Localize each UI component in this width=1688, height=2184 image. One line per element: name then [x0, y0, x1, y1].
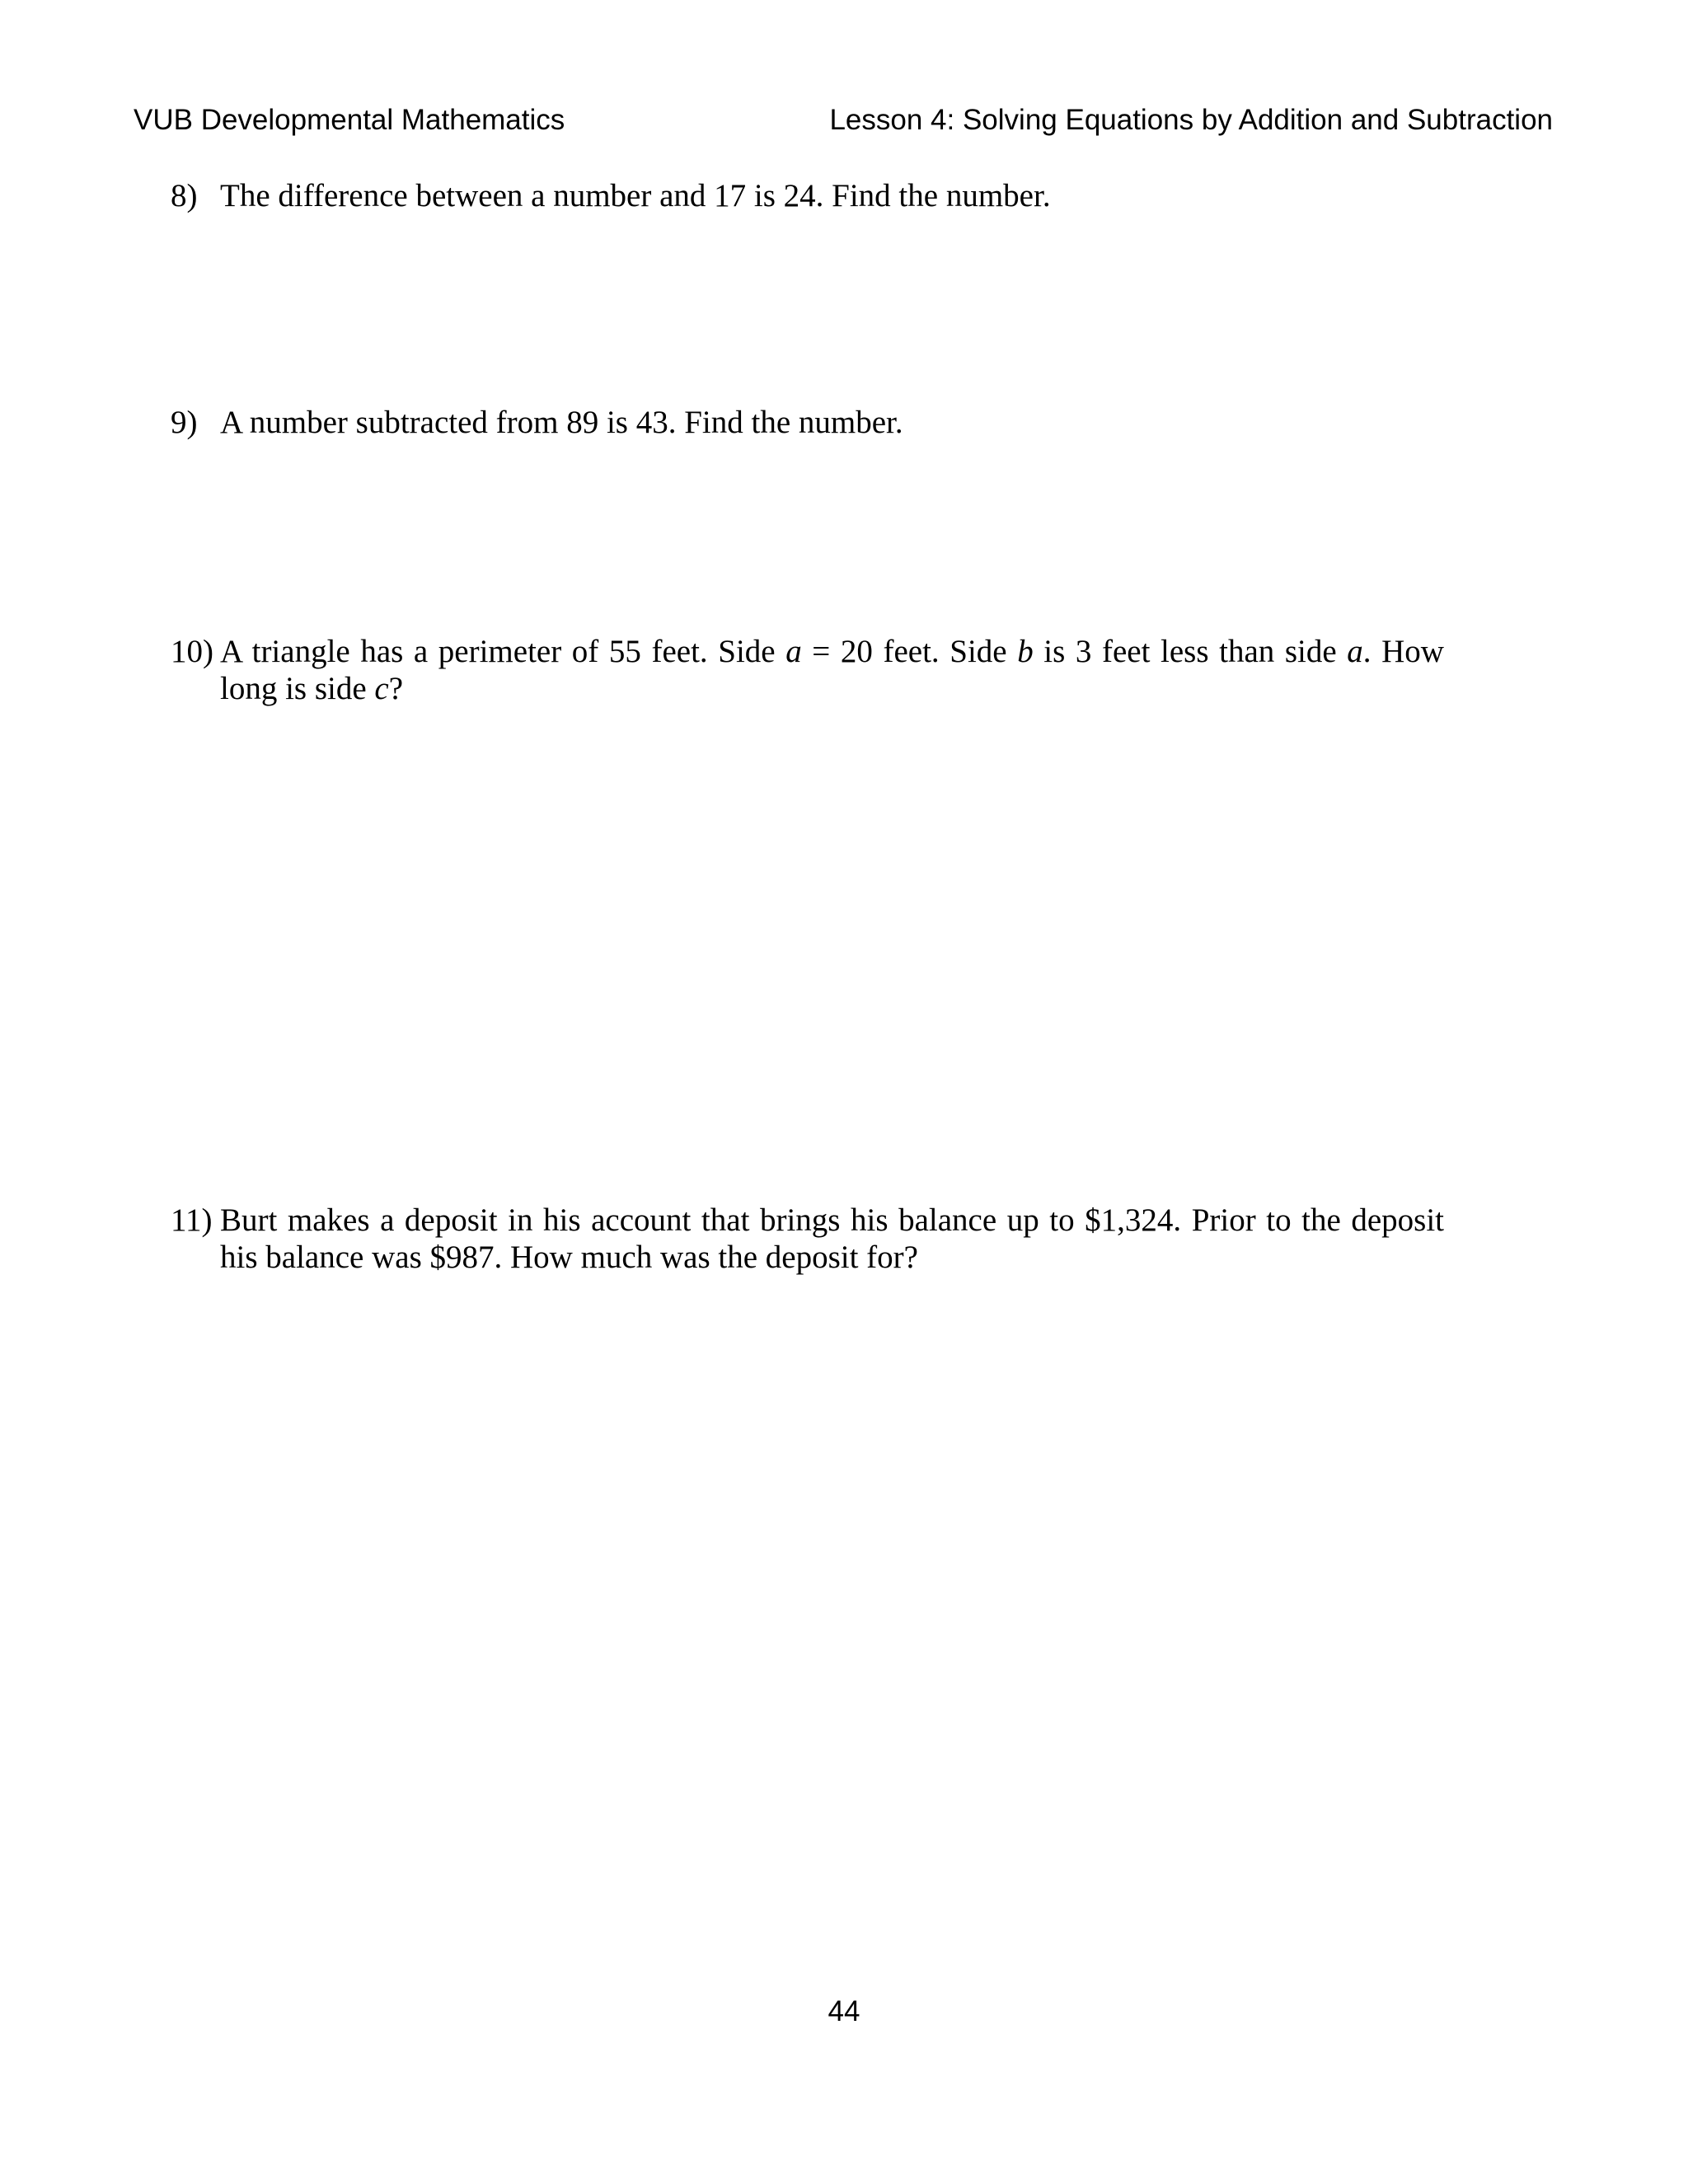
problem-text: A number subtracted from 89 is 43. Find the number.	[220, 405, 903, 440]
variable-a: a	[785, 634, 802, 669]
problem-text: Burt makes a deposit in his account that brings his balance up to $1,324. Prior to the deposit his balance was $987. How much was the deposit for?	[220, 1202, 1444, 1275]
problem-10	[171, 633, 1444, 707]
text-segment: is 3 feet less than side	[1033, 634, 1348, 669]
problem-9	[171, 404, 1444, 441]
problem-number: 11)	[171, 1202, 213, 1238]
text-segment: = 20 feet. Side	[801, 634, 1018, 669]
text-segment: A triangle has a perimeter of 55 feet. Side	[220, 634, 786, 669]
problem-8	[171, 177, 1444, 214]
variable-a: a	[1347, 634, 1363, 669]
problem-text: The difference between a number and 17 is 24. Find the number.	[220, 178, 1051, 213]
lesson-title: Lesson 4: Solving Equations by Addition and Subtraction	[829, 104, 1553, 136]
text-segment: . How long is side	[220, 634, 1444, 706]
problem-number: 8)	[171, 178, 198, 213]
problem-number: 9)	[171, 405, 198, 440]
problem-11	[171, 1202, 1444, 1276]
variable-b: b	[1017, 634, 1034, 669]
page-number: 44	[828, 1995, 860, 2027]
text-segment: ?	[388, 671, 404, 706]
problem-text	[220, 633, 1444, 707]
variable-c: c	[374, 671, 389, 706]
document-header-title: VUB Developmental Mathematics	[134, 104, 565, 136]
problem-number: 10)	[171, 634, 213, 669]
